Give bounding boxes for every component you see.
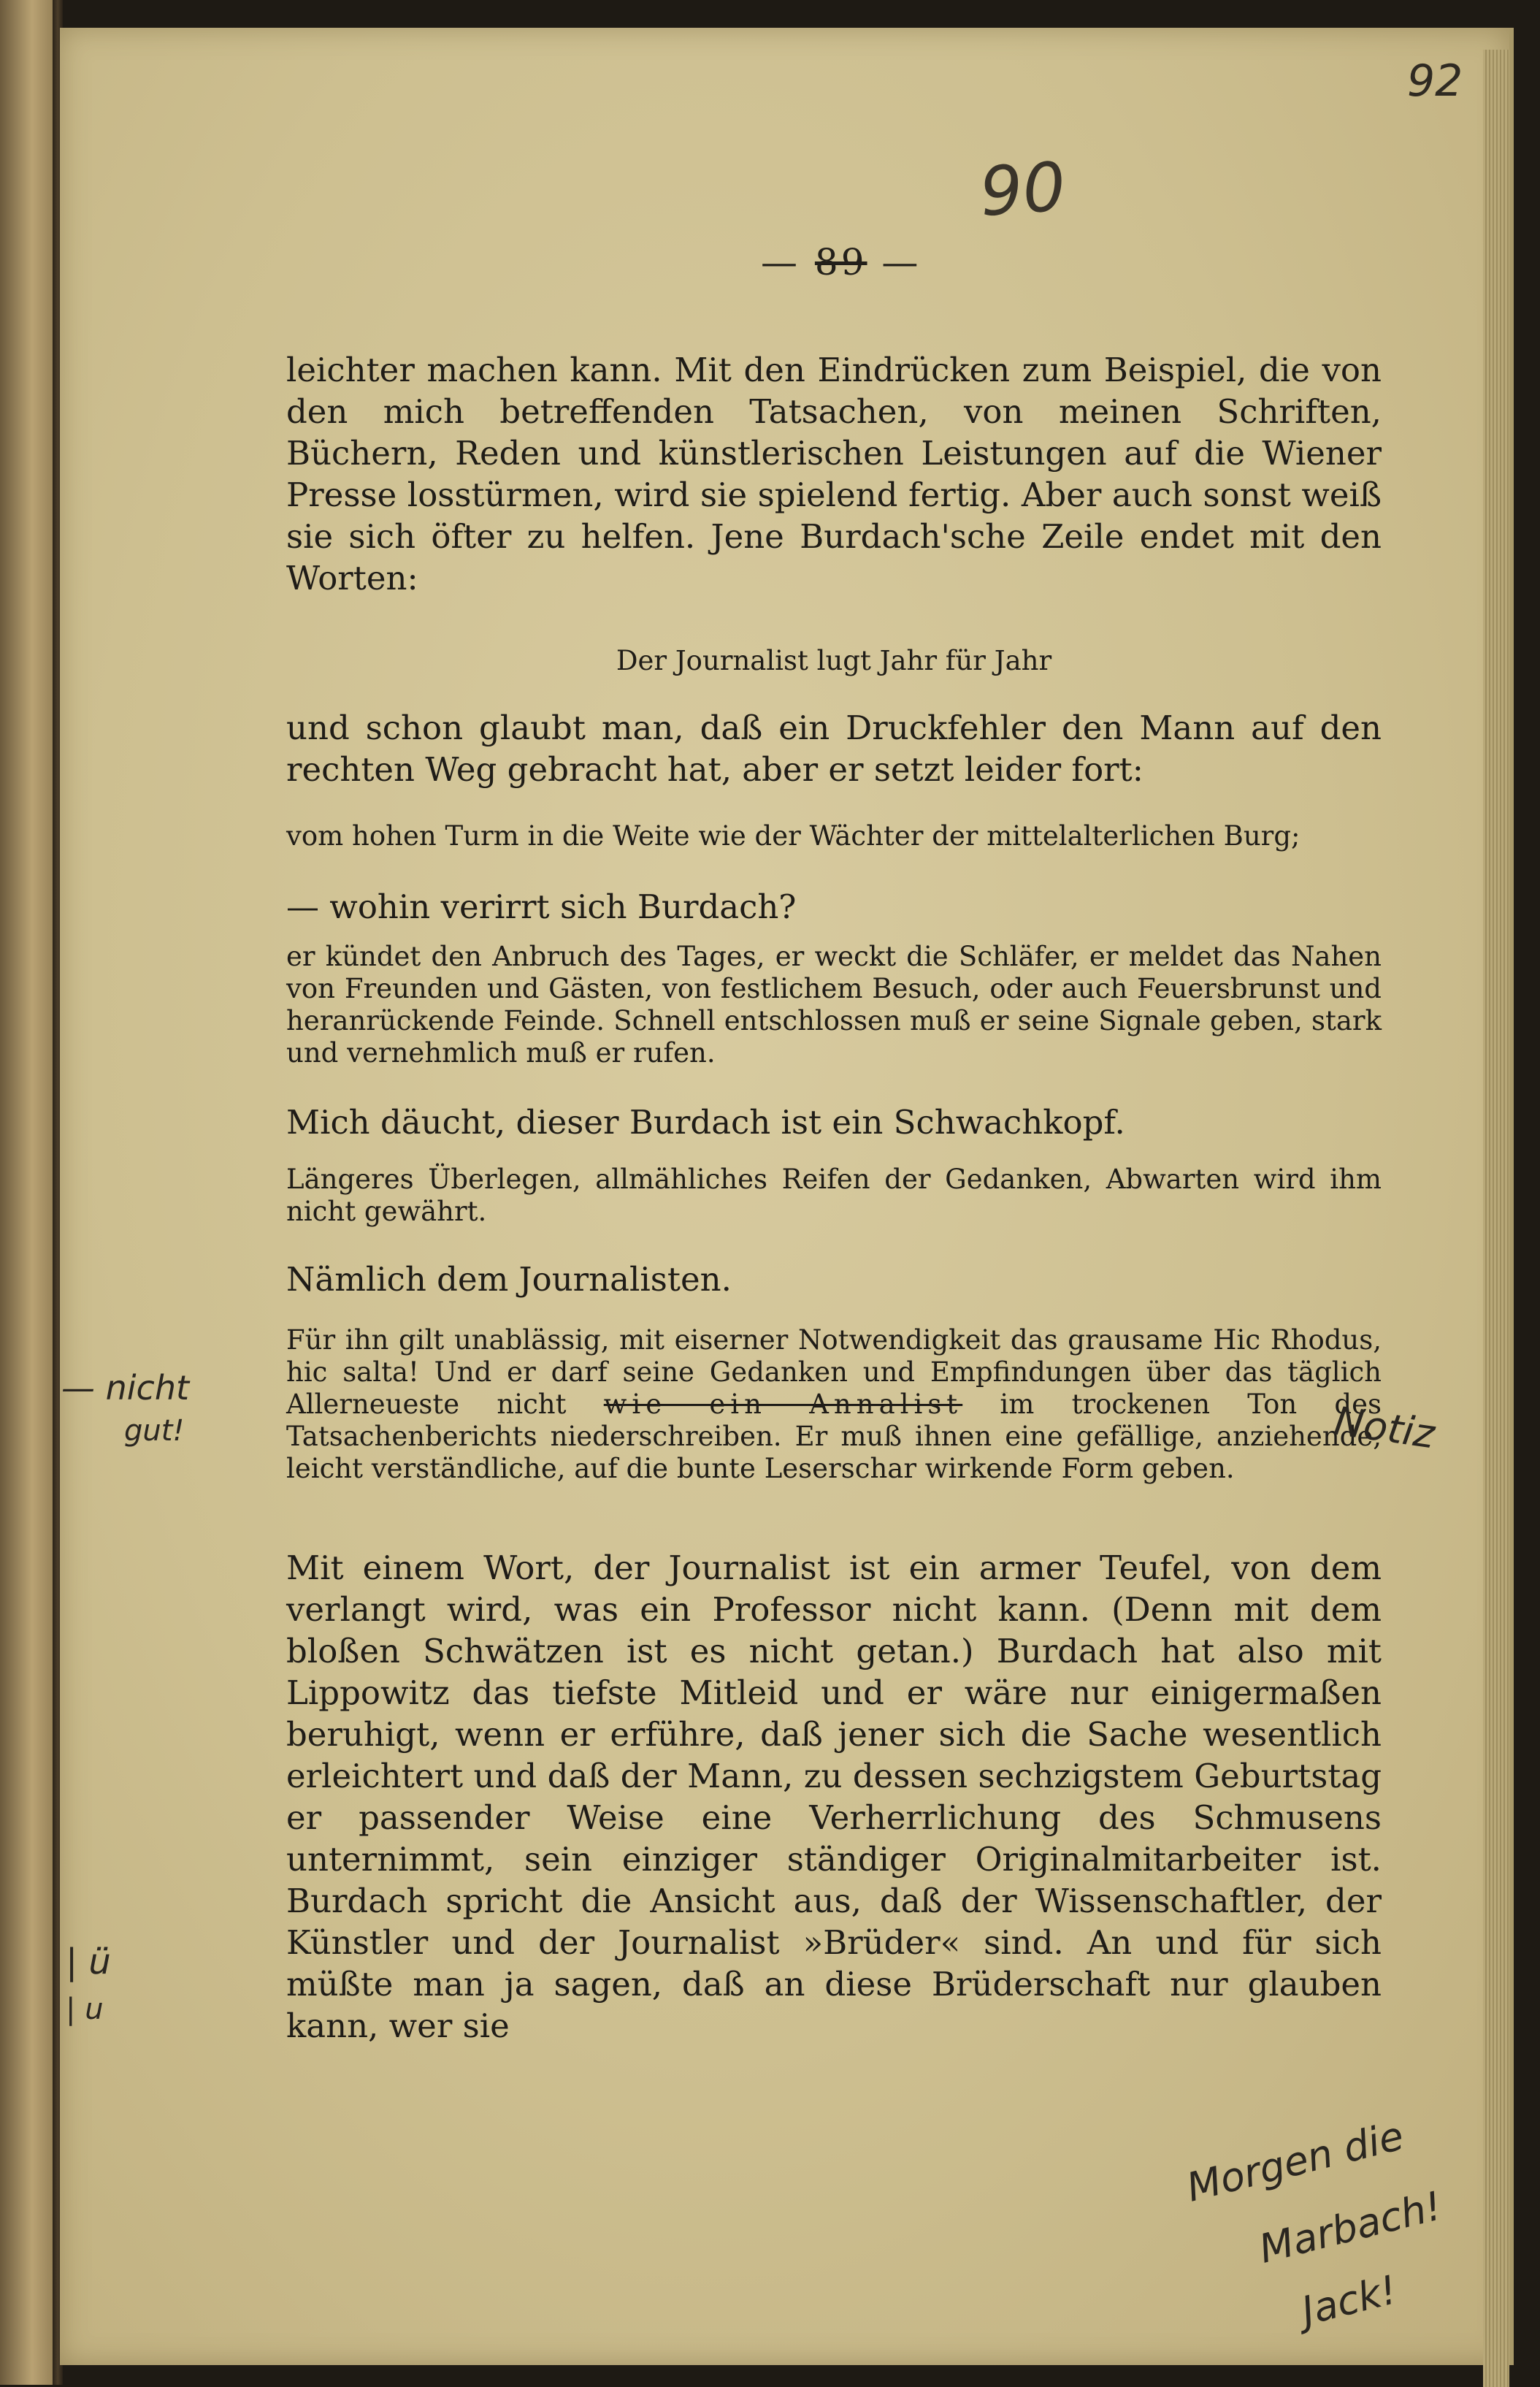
quote-4: Längeres Überlegen, allmähliches Reifen der Gedanken, Abwarten wird ihm nicht gewährt. xyxy=(286,1164,1382,1227)
handwritten-page-number: 90 xyxy=(977,148,1068,232)
book-page xyxy=(60,28,1514,2365)
struck-phrase: wie ein Annalist xyxy=(603,1389,963,1420)
page-stack-edge xyxy=(1483,50,1509,2387)
facing-page-edge xyxy=(0,0,58,2385)
quote-5-after: im trockenen Ton des Tatsachenberichts niederschreiben. Er muß ihnen eine gefällige, anziehende, leicht verständliche, auf die bunte Leserschar wirkende Form geben. xyxy=(286,1389,1382,1484)
printed-page-number-value: 89 xyxy=(814,241,867,283)
paragraph-6: Mit einem Wort, der Journalist ist ein armer Teufel, von dem verlangt wird, was ein Professor nicht kann. (Denn mit dem bloßen Schwätzen ist es nicht getan.) Burdach hat also mit Lippowitz das tiefste Mitleid und er wäre nur einigermaßen beruhigt, wenn er erführe, daß jener sich die Sache wesentlich erleichtert und daß der Mann, zu dessen sechzigstem Geburtstag er passender Weise eine Verherrlichung des Schmusens unternimmt, sein einziger ständiger Originalmitarbeiter ist. Burdach spricht die Ansicht aus, daß der Wissenschaftler, der Künstler und der Journalist »Brüder« sind. An und für sich müßte man ja sagen, daß an diese Brüderschaft nur glauben kann, wer sie xyxy=(286,1548,1382,2045)
folio-number: 92 xyxy=(1407,56,1463,107)
quote-2: vom hohen Turm in die Weite wie der Wächter der mittelalterlichen Burg; xyxy=(286,820,1300,852)
quote-5-before: Für ihn gilt unablässig, mit eiserner Notwendigkeit das grausame Hic Rhodus, hic salta! Und er darf seine Gedanken und Empfindungen über das täglich Allerneueste nicht xyxy=(286,1324,1382,1420)
margin-note-bottom-1: Morgen die xyxy=(1181,2112,1409,2211)
paragraph-2: und schon glaubt man, daß ein Druckfehler den Mann auf den rechten Weg gebracht hat, aber er setzt leider fort: xyxy=(286,709,1382,789)
paragraph-4: Mich däucht, dieser Burdach ist ein Schwachkopf. xyxy=(286,1103,1125,1142)
margin-note-right: Notiz xyxy=(1331,1397,1438,1458)
paragraph-5: Nämlich dem Journalisten. xyxy=(286,1260,732,1299)
paragraph-3: — wohin verirrt sich Burdach? xyxy=(286,887,797,926)
quote-3: er kündet den Anbruch des Tages, er weckt die Schläfer, er meldet das Nahen von Freunden und Gästen, von festlichem Besuch, oder auch Feuersbrunst und heranrückende Feinde. Schnell entschlossen muß er seine Signale geben, stark und vernehmlich muß er rufen. xyxy=(286,941,1382,1069)
margin-note-left-4: | u xyxy=(66,1993,104,2026)
margin-note-left-3: | ü xyxy=(66,1941,111,1982)
margin-note-left-2: gut! xyxy=(124,1414,185,1448)
margin-note-left-1: — nicht xyxy=(61,1368,190,1408)
paragraph-1: leichter machen kann. Mit den Eindrücken zum Beispiel, die von den mich betreffenden Tatsachen, von meinen Schriften, Büchern, Reden und künstlerischen Leistungen auf die Wiener Presse losstürmen, wird sie spielend fertig. Aber auch sonst weiß sie sich öfter zu helfen. Jene Burdach'sche Zeile endet mit den Worten: xyxy=(286,351,1382,597)
quote-5 xyxy=(286,1324,1382,1485)
margin-note-bottom-2: Marbach! xyxy=(1254,2182,1447,2272)
printed-page-number: — 89 — xyxy=(761,241,922,283)
quote-1: Der Journalist lugt Jahr für Jahr xyxy=(616,645,1052,676)
margin-note-bottom-3: Jack! xyxy=(1297,2266,1402,2334)
